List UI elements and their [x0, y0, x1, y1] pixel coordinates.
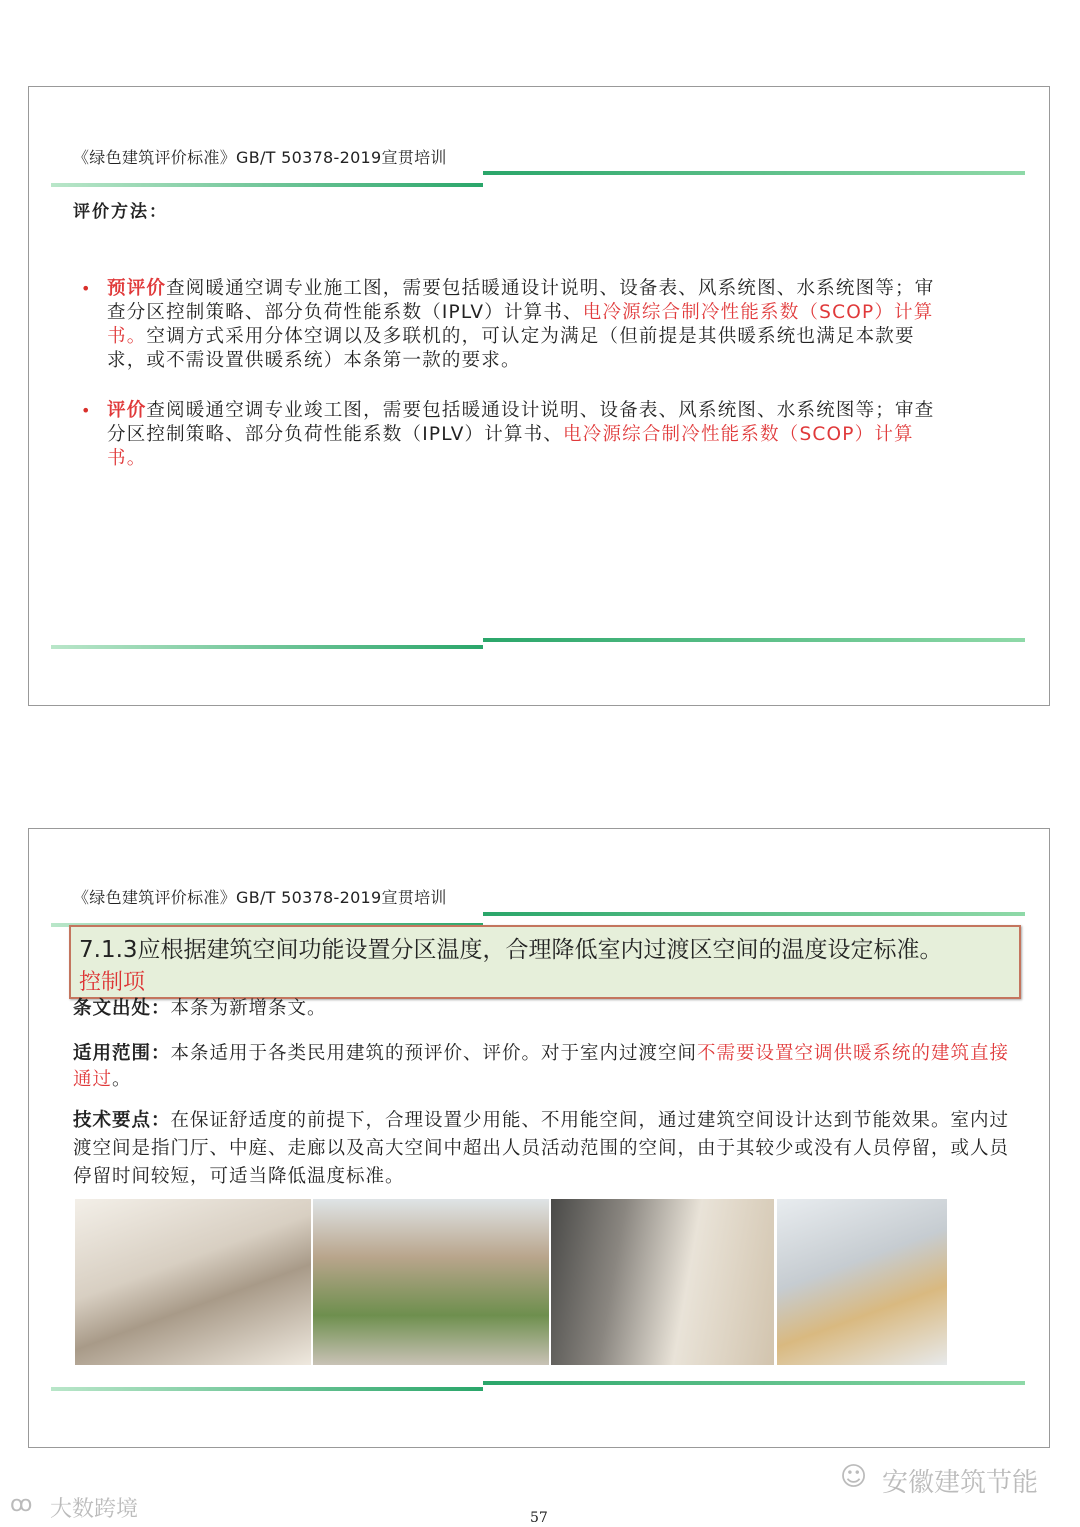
- bullet-highlight: 电冷源综合制冷性能系数（SCOP）计算书。: [107, 302, 934, 347]
- clause-category: 控制项: [79, 970, 146, 995]
- bullet-lead: 预评价: [107, 278, 167, 299]
- page-number: 57: [530, 1510, 548, 1526]
- photo-corridor: [551, 1199, 774, 1365]
- watermark-right: 安徽建筑节能: [882, 1468, 1039, 1498]
- label: 适用范围：: [73, 1043, 171, 1064]
- bullet-pre-evaluation: [81, 277, 939, 373]
- highlight: 不需要设置空调供暖系统的建筑直接通过: [73, 1043, 1010, 1090]
- slide-header: 《绿色建筑评价标准》GB/T 50378-2019宣贯培训: [73, 888, 447, 907]
- clause-title: 7.1.3应根据建筑空间功能设置分区温度，合理降低室内过渡区空间的温度设定标准。: [79, 937, 943, 963]
- bullet-icon: •: [81, 279, 92, 298]
- footer-divider: [51, 645, 483, 649]
- header-divider: [483, 912, 1025, 916]
- footer-divider: [51, 1387, 483, 1391]
- clause-technical-points: [73, 1107, 1023, 1191]
- clause-title-box: [69, 925, 1021, 999]
- clause-scope: [73, 1041, 1023, 1093]
- bullet-text: 空调方式采用分体空调以及多联机的，可认定为满足（但前提是其供暖系统也满足本款要求，或不需设置供暖系统）本条第一款的要求。: [107, 326, 915, 371]
- bullet-text: 查阅暖通空调专业施工图，需要包括暖通设计说明、设备表、风系统图、水系统图等；审查分区控制策略、部分负荷性能系数（IPLV）计算书、: [107, 278, 935, 323]
- header-divider: [483, 171, 1025, 175]
- photo-atrium: [313, 1199, 549, 1365]
- bullet-icon: •: [81, 401, 92, 420]
- clause-source: [73, 995, 1023, 1023]
- watermark-left-logo-icon: ꝏ: [10, 1492, 33, 1517]
- bullet-evaluation: [81, 399, 939, 471]
- text: 在保证舒适度的前提下，合理设置少用能、不用能空间，通过建筑空间设计达到节能效果。室内过渡空间是指门厅、中庭、走廊以及高大空间中超出人员活动范围的空间，由于其较少或没有人员停留，或人员停留时间较短，可适当降低温度标准。: [73, 1110, 1010, 1187]
- text: 本条适用于各类民用建筑的预评价、评价。对于室内过渡空间: [170, 1043, 698, 1064]
- label: 条文出处：: [73, 998, 171, 1019]
- bullet-text: 查阅暖通空调专业竣工图，需要包括暖通设计说明、设备表、风系统图、水系统图等；审查分区控制策略、部分负荷性能系数（IPLV）计算书、: [107, 400, 935, 445]
- slide-evaluation-method: [28, 86, 1050, 706]
- photo-lobby: [75, 1199, 311, 1365]
- footer-divider: [483, 1381, 1025, 1385]
- footer-divider: [483, 638, 1025, 642]
- slide-header: 《绿色建筑评价标准》GB/T 50378-2019宣贯培训: [73, 148, 447, 167]
- text: 本条为新增条文。: [170, 998, 327, 1019]
- slide-clause-713: [28, 828, 1050, 1448]
- bullet-lead: 评价: [107, 400, 147, 421]
- photo-high-space: [777, 1199, 947, 1365]
- wechat-icon: ☺: [840, 1462, 868, 1492]
- text: 。: [112, 1069, 132, 1090]
- bullet-highlight: 电冷源综合制冷性能系数（SCOP）计算书。: [107, 424, 914, 469]
- watermark-left: 大数跨境: [50, 1497, 139, 1522]
- label: 技术要点：: [73, 1110, 171, 1131]
- header-divider: [51, 183, 483, 187]
- section-heading: 评价方法：: [73, 202, 168, 222]
